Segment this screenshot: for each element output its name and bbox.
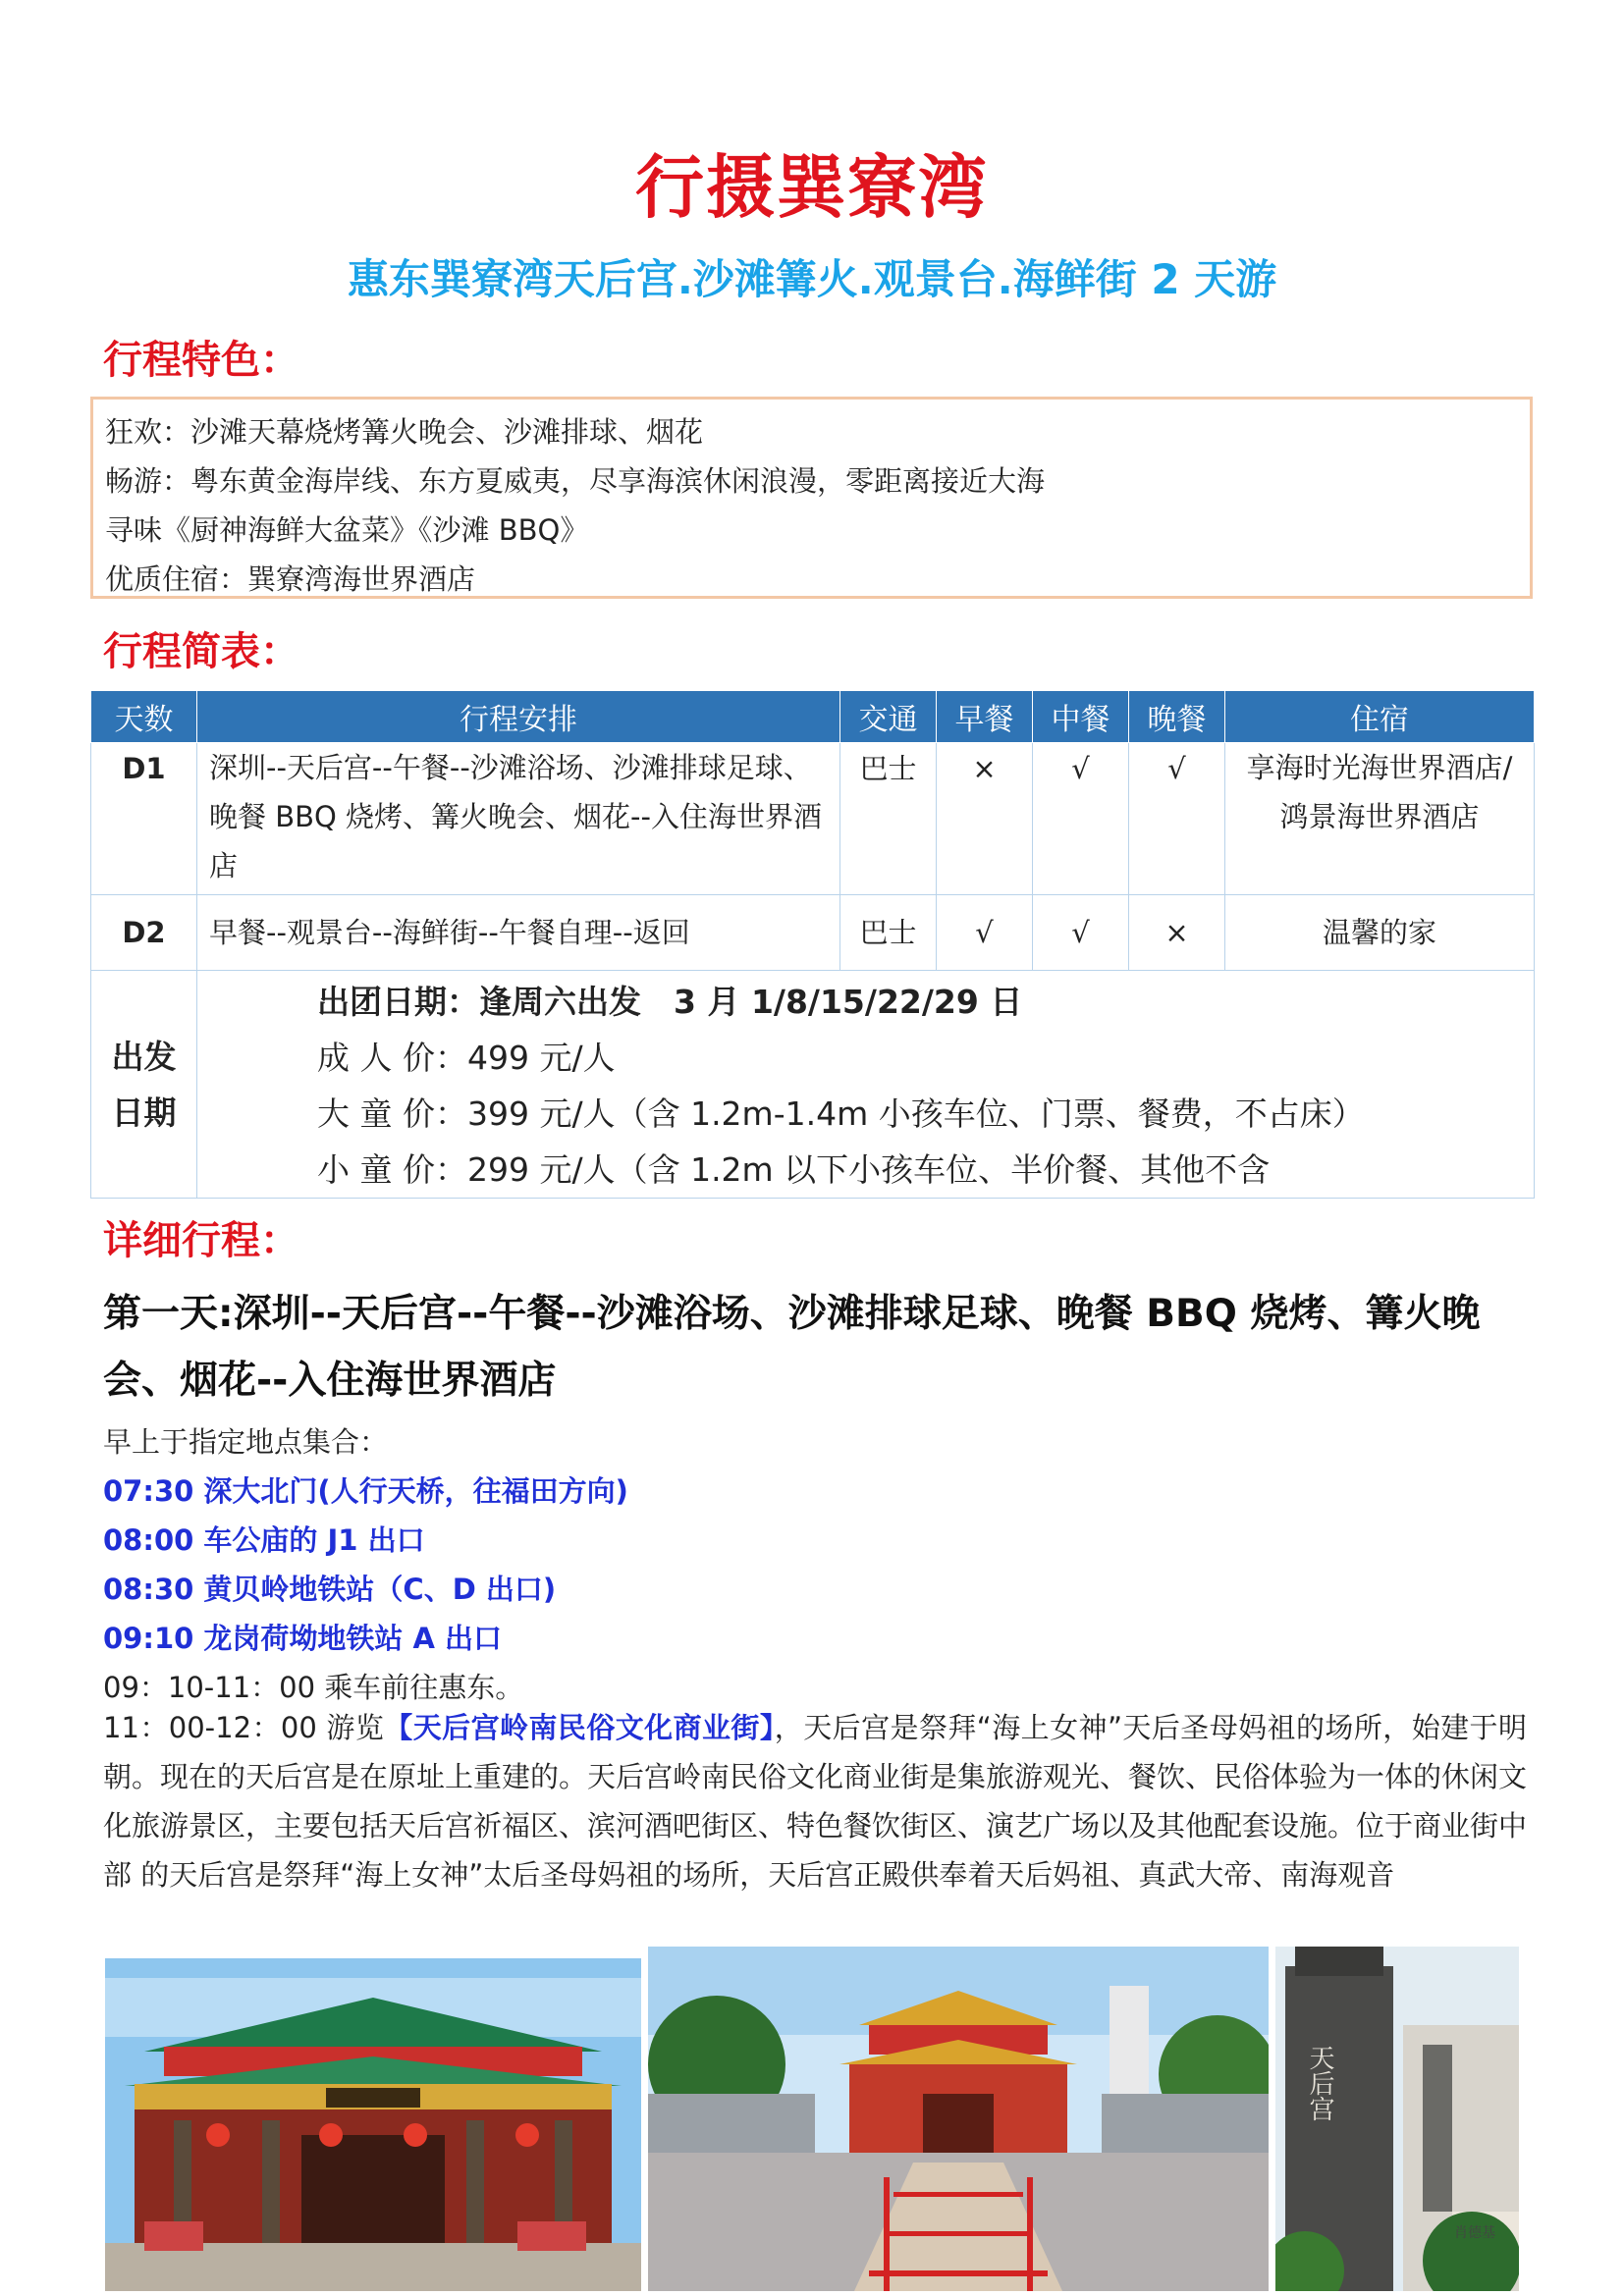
col-header: 行程安排 — [197, 691, 840, 743]
kid-price-label: 小 童 价： — [317, 1149, 467, 1189]
departure-label: 日期 — [111, 1093, 177, 1132]
feature-line: 寻味《厨神海鲜大盆菜》《沙滩 BBQ》 — [105, 513, 589, 547]
pickup-point: 07:30 深大北门(人行天桥，往福田方向) — [103, 1474, 628, 1508]
breakfast-cell: √ — [937, 895, 1033, 971]
plan-cell: 早餐--观景台--海鲜街--午餐自理--返回 — [197, 895, 840, 971]
child-price-line — [317, 1086, 1414, 1142]
transport-cell: 巴士 — [840, 895, 937, 971]
col-header: 交通 — [840, 691, 937, 743]
child-price-value: 399 元/人（含 1.2m-1.4m 小孩车位、门票、餐费，不占床） — [466, 1094, 1365, 1133]
page-subtitle: 惠东巽寮湾天后宫.沙滩篝火.观景台.海鲜街 2 天游 — [347, 255, 1277, 303]
table-header-row — [91, 691, 1535, 743]
hotel-cell: 温馨的家 — [1225, 895, 1535, 971]
dinner-cell: × — [1129, 895, 1225, 971]
departure-label: 出发 — [111, 1037, 177, 1076]
day-cell: D1 — [91, 743, 197, 895]
table-row — [91, 895, 1535, 971]
departure-label-cell — [91, 971, 197, 1199]
kid-price-line — [317, 1142, 1414, 1198]
page-title: 行摄巽寮湾 — [635, 147, 989, 228]
pickup-point: 08:00 车公庙的 J1 出口 — [103, 1523, 425, 1557]
transport-cell: 巴士 — [840, 743, 937, 895]
col-header: 天数 — [91, 691, 197, 743]
col-header: 中餐 — [1033, 691, 1129, 743]
feature-line: 畅游：粤东黄金海岸线、东方夏威夷，尽享海滨休闲浪漫，零距离接近大海 — [105, 464, 1046, 498]
pickup-point: 09:10 龙岗荷坳地铁站 A 出口 — [103, 1622, 503, 1655]
adult-price-value: 499 元/人 — [466, 1038, 616, 1077]
pickup-point: 08:30 黄贝岭地铁站（C、D 出口) — [103, 1573, 557, 1606]
schedule-heading: 行程简表： — [103, 629, 299, 674]
drive-text: 09：10-11：00 乘车前往惠东。 — [103, 1671, 524, 1704]
visit-place: 【天后宫岭南民俗文化商业街】 — [384, 1711, 775, 1744]
plan-cell: 深圳--天后宫--午餐--沙滩浴场、沙滩排球足球、晚餐 BBQ 烧烤、篝火晚会、烟花--入住海世界酒店 — [197, 743, 840, 895]
departure-info-cell — [197, 971, 1535, 1199]
dinner-cell: √ — [1129, 743, 1225, 895]
photo-shop-text: 肖德基 — [1454, 2225, 1495, 2241]
departure-row — [91, 971, 1535, 1199]
table-row — [91, 743, 1535, 895]
hotel-cell: 享海时光海世界酒店/鸿景海世界酒店 — [1225, 743, 1535, 895]
day1-title: 第一天:深圳--天后宫--午餐--沙滩浴场、沙滩排球足球、晚餐 BBQ 烧烤、篝火晚会、烟花--入住海世界酒店 — [103, 1292, 1481, 1403]
schedule-table — [90, 690, 1535, 1199]
col-header: 住宿 — [1225, 691, 1535, 743]
visit-time: 11：00-12：00 游览 — [103, 1711, 385, 1744]
adult-price-label: 成 人 价： — [317, 1038, 467, 1077]
col-header: 晚餐 — [1129, 691, 1225, 743]
visit-paragraph — [103, 1703, 1527, 1899]
gather-text: 早上于指定地点集合： — [103, 1425, 389, 1459]
photo-sign-text: 天后宫 — [1305, 2045, 1334, 2121]
features-heading: 行程特色： — [103, 338, 299, 383]
details-heading: 详细行程： — [103, 1218, 299, 1263]
adult-price-line — [317, 1030, 1414, 1086]
temple-photo-2 — [648, 1947, 1269, 2291]
feature-line: 优质住宿：巽寮湾海世界酒店 — [105, 562, 476, 596]
col-header: 早餐 — [937, 691, 1033, 743]
departure-date-line: 出团日期：逢周六出发 3 月 1/8/15/22/29 日 — [317, 982, 1023, 1021]
feature-line: 狂欢：沙滩天幕烧烤篝火晚会、沙滩排球、烟花 — [105, 415, 704, 449]
day-cell: D2 — [91, 895, 197, 971]
lunch-cell: √ — [1033, 743, 1129, 895]
kid-price-value: 299 元/人（含 1.2m 以下小孩车位、半价餐、其他不含 — [466, 1149, 1271, 1189]
breakfast-cell: × — [937, 743, 1033, 895]
lunch-cell: √ — [1033, 895, 1129, 971]
child-price-label: 大 童 价： — [317, 1094, 467, 1133]
visit-description: ，天后宫是祭拜“海上女神”天后圣母妈祖的场所，始建于明朝。现在的天后宫是在原址上重建的。天后宫岭南民俗文化商业街是集旅游观光、餐饮、民俗体验为一体的休闲文化旅游景区，主要包括天后宫祈福区、滨河酒吧街区、特色餐饮街区、演艺广场以及其他配套设施。位于商业街中部 的天后宫是祭拜“海上女神”太后圣母妈祖的场所，天后宫正殿供奉着天后妈祖、真武大帝、南海观音 — [103, 1711, 1528, 1892]
date-value: 逢周六出发 3 月 1/8/15/22/29 日 — [479, 982, 1023, 1021]
temple-photo-3 — [1275, 1947, 1519, 2291]
date-label: 出团日期 — [317, 982, 447, 1021]
temple-photo-1 — [105, 1958, 641, 2291]
features-box — [90, 397, 1533, 599]
